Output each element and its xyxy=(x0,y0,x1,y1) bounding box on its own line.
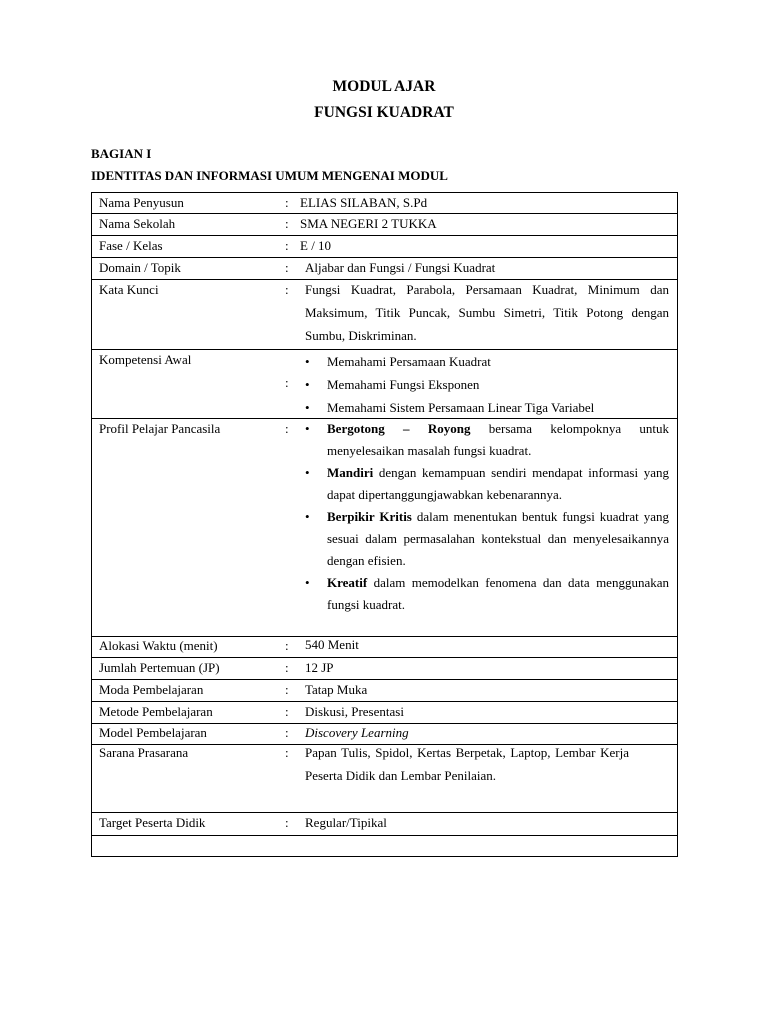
row-label: Nama Penyusun xyxy=(99,195,184,210)
row-label: Model Pembelajaran xyxy=(99,725,207,740)
list-item: • Kreatif dalam memodelkan fenomena dan data menggunakan fungsi kuadrat. xyxy=(305,575,669,612)
row-colon: : xyxy=(285,375,289,390)
table-row xyxy=(92,680,678,702)
table-row xyxy=(92,350,678,419)
row-label: Kata Kunci xyxy=(99,282,159,297)
list-item: • Memahami Persamaan Kuadrat xyxy=(305,354,491,369)
row-colon: : xyxy=(285,238,289,253)
table-row xyxy=(92,236,678,258)
table-row xyxy=(92,745,678,813)
row-value: Tatap Muka xyxy=(305,682,368,697)
table-row xyxy=(92,813,678,836)
table-row xyxy=(92,658,678,680)
profile-list xyxy=(305,418,669,616)
row-label: Domain / Topik xyxy=(99,260,181,275)
row-value: 540 Menit xyxy=(305,637,359,652)
row-label: Sarana Prasarana xyxy=(99,745,189,760)
row-colon: : xyxy=(285,216,289,231)
section-heading: IDENTITAS DAN INFORMASI UMUM MENGENAI MODUL xyxy=(91,168,448,183)
row-colon: : xyxy=(285,195,289,210)
row-label: Alokasi Waktu (menit) xyxy=(99,638,218,653)
row-colon: : xyxy=(285,815,289,830)
row-label: Kompetensi Awal xyxy=(99,352,192,367)
table-row xyxy=(92,702,678,724)
table-row xyxy=(92,836,678,857)
row-label: Jumlah Pertemuan (JP) xyxy=(99,660,220,675)
row-value: Fungsi Kuadrat, Parabola, Persamaan Kuadrat, Minimum dan Maksimum, Titik Puncak, Sumbu Simetri, Titik Potong dengan Sumbu, Diskriminan. xyxy=(305,282,669,343)
row-label: Target Peserta Didik xyxy=(99,815,206,830)
competency-list xyxy=(305,350,669,419)
row-colon: : xyxy=(285,660,289,675)
row-colon: : xyxy=(285,282,289,297)
row-value: 12 JP xyxy=(305,660,334,675)
row-value: SMA NEGERI 2 TUKKA xyxy=(300,216,437,231)
row-colon: : xyxy=(285,421,289,436)
row-label: Moda Pembelajaran xyxy=(99,682,204,697)
table-row xyxy=(92,214,678,236)
table-row xyxy=(92,419,678,637)
section-part: BAGIAN I xyxy=(91,146,152,161)
list-item: • Memahami Fungsi Eksponen xyxy=(305,377,480,392)
row-value: Diskusi, Presentasi xyxy=(305,704,404,719)
row-label: Metode Pembelajaran xyxy=(99,704,213,719)
row-value: Papan Tulis, Spidol, Kertas Berpetak, Laptop, Lembar Kerja Peserta Didik dan Lembar Penilaian. xyxy=(305,745,629,783)
row-colon: : xyxy=(285,745,289,760)
row-value: ELIAS SILABAN, S.Pd xyxy=(300,195,428,210)
table-row xyxy=(92,258,678,280)
list-item: • Memahami Sistem Persamaan Linear Tiga Variabel xyxy=(305,400,595,415)
table-row xyxy=(92,637,678,658)
module-subtitle: FUNGSI KUADRAT xyxy=(314,104,454,121)
row-colon: : xyxy=(285,638,289,653)
row-colon: : xyxy=(285,725,289,740)
list-item: • Mandiri dengan kemampuan sendiri mendapat informasi yang dapat dipertanggungjawabkan kebenarannya. xyxy=(305,465,669,502)
module-title: MODUL AJAR xyxy=(332,78,436,95)
list-item: • Bergotong – Royong bersama kelompoknya untuk menyelesaikan masalah fungsi kuadrat. xyxy=(305,421,670,458)
row-label: Profil Pelajar Pancasila xyxy=(99,421,221,436)
table-row xyxy=(92,280,678,350)
row-value: Aljabar dan Fungsi / Fungsi Kuadrat xyxy=(305,260,496,275)
row-value: E / 10 xyxy=(300,238,332,253)
table-row xyxy=(92,193,678,214)
row-value: Discovery Learning xyxy=(305,725,409,740)
row-value: Regular/Tipikal xyxy=(305,815,387,830)
row-colon: : xyxy=(285,260,289,275)
identity-table xyxy=(91,192,678,857)
row-label: Nama Sekolah xyxy=(99,216,176,231)
row-colon: : xyxy=(285,704,289,719)
row-colon: : xyxy=(285,682,289,697)
row-label: Fase / Kelas xyxy=(99,238,163,253)
list-item: • Berpikir Kritis dalam menentukan bentuk fungsi kuadrat yang sesuai dalam permasalahan kontekstual dan menyelesaikannya dengan efisien. xyxy=(305,509,669,568)
